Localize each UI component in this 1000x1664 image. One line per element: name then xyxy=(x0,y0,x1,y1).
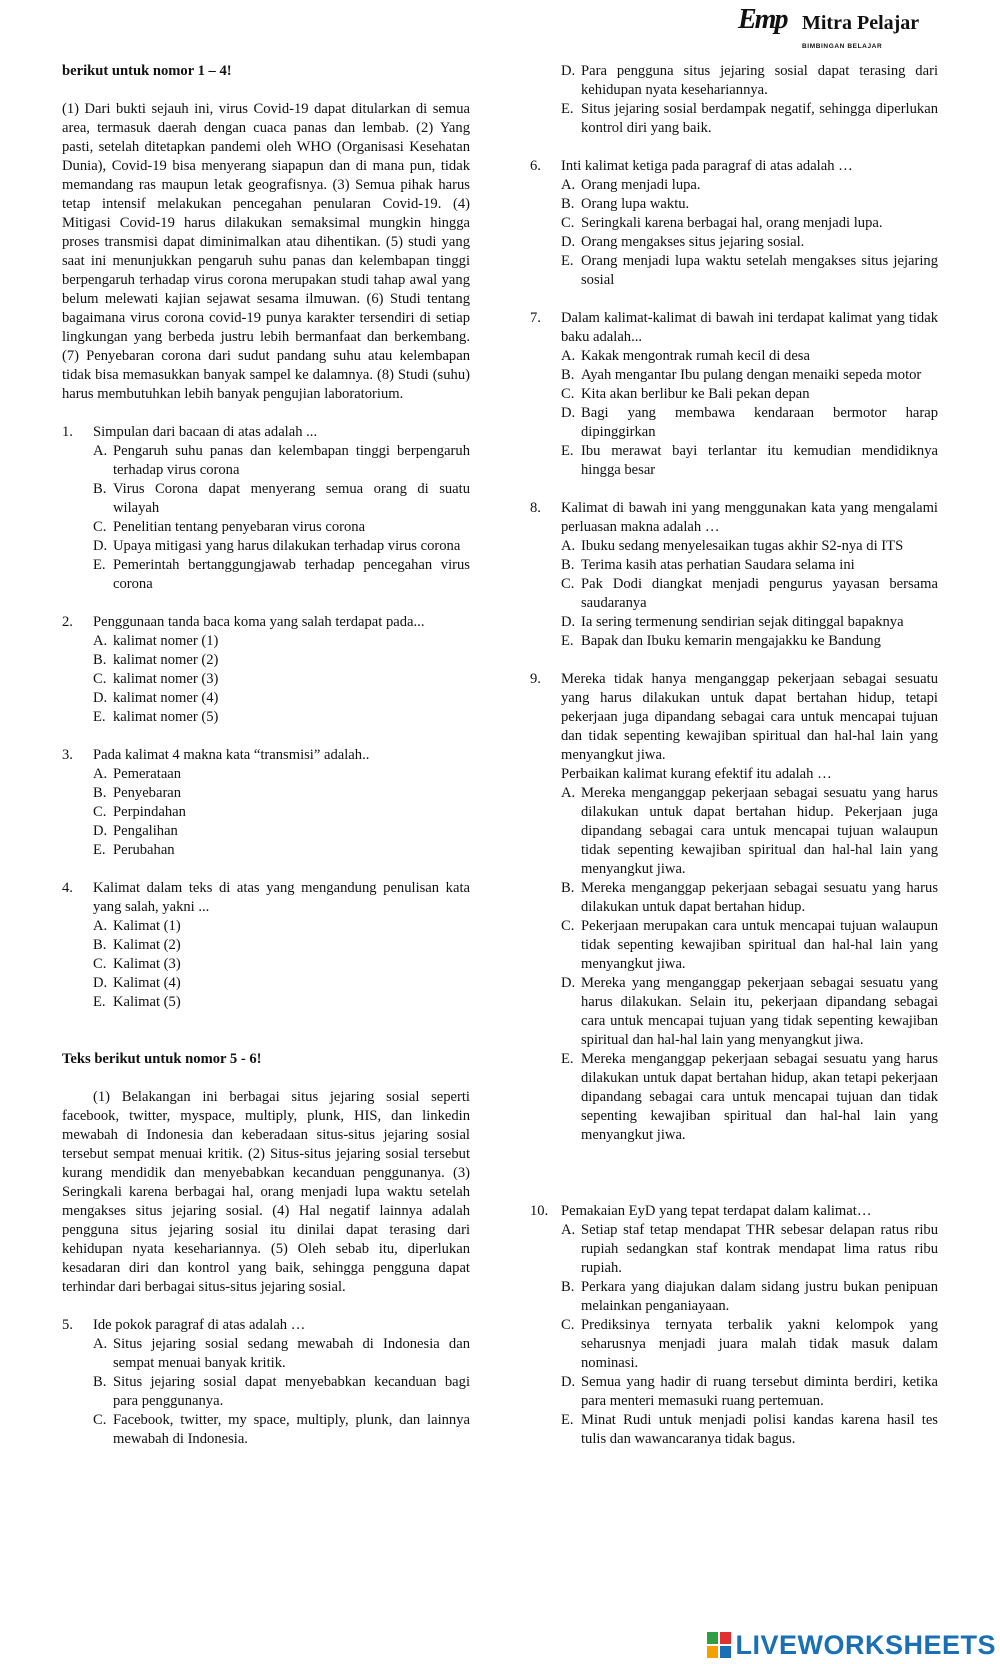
question-number: 9. xyxy=(530,671,541,687)
option-text: Kita akan berlibur ke Bali pekan depan xyxy=(581,386,810,402)
option-letter: B. xyxy=(93,1374,107,1390)
question-stem-row xyxy=(62,613,470,632)
option-text: Situs jejaring sosial berdampak negatif, sehingga diperlukan kontrol diri yang baik. xyxy=(581,101,938,136)
answer-option[interactable] xyxy=(561,252,938,290)
answer-option[interactable] xyxy=(93,670,470,689)
option-text: Minat Rudi untuk menjadi polisi kandas karena hasil tes tulis dan wawancaranya tidak bagus. xyxy=(581,1412,938,1447)
right-column xyxy=(530,62,938,1449)
question-3 xyxy=(62,746,470,860)
answer-option[interactable] xyxy=(561,404,938,442)
answer-option[interactable] xyxy=(561,385,938,404)
option-letter: B. xyxy=(93,652,107,668)
option-text: Mereka yang menganggap pekerjaan sebagai sesuatu yang harus dilakukan. Selain itu, pekerjaan dipandang sebagai cara untuk mencapai tujuan yang tidak sepenting kewajiban spiritual dan hal-hal lain yang menyangkut jiwa. xyxy=(581,975,938,1048)
option-text: Prediksinya ternyata terbalik yakni kelompok yang seharusnya menjadi juara malah tidak masuk dalam nominasi. xyxy=(581,1317,938,1371)
option-letter: A. xyxy=(93,1336,108,1352)
answer-option[interactable] xyxy=(561,1221,938,1278)
option-text: Situs jejaring sosial sedang mewabah di Indonesia dan sempat menuai banyak kritik. xyxy=(113,1336,470,1371)
answer-option[interactable] xyxy=(93,841,470,860)
option-text: Upaya mitigasi yang harus dilakukan terhadap virus corona xyxy=(113,538,461,554)
answer-option[interactable] xyxy=(561,1411,938,1449)
option-text: Mereka menganggap pekerjaan sebagai sesuatu yang harus dilakukan untuk dapat bertahan hidup. xyxy=(581,880,938,915)
option-text: Perpindahan xyxy=(113,804,186,820)
question-stem-row xyxy=(530,309,938,347)
answer-option[interactable] xyxy=(561,1278,938,1316)
option-text: Kalimat (5) xyxy=(113,994,181,1010)
option-text: Penelitian tentang penyebaran virus corona xyxy=(113,519,366,535)
footer-brand-text: LIVEWORKSHEETS xyxy=(735,1629,996,1660)
question-stem-row xyxy=(62,423,470,442)
answer-option[interactable] xyxy=(561,214,938,233)
option-letter: A. xyxy=(561,538,576,554)
liveworksheets-icon xyxy=(707,1632,731,1658)
question-number: 10. xyxy=(530,1203,549,1219)
option-text: Pengaruh suhu panas dan kelembapan tinggi berpengaruh terhadap virus corona xyxy=(113,443,470,478)
icon-square-3 xyxy=(707,1646,718,1658)
option-text: kalimat nomer (4) xyxy=(113,690,219,706)
question-10 xyxy=(530,1202,938,1449)
option-letter: D. xyxy=(561,1374,576,1390)
answer-option[interactable] xyxy=(561,1316,938,1373)
option-letter: C. xyxy=(561,918,575,934)
answer-option[interactable] xyxy=(93,518,470,537)
question-stem: Kalimat dalam teks di atas yang mengandung penulisan kata yang salah, yakni ... xyxy=(93,880,470,915)
answer-option[interactable] xyxy=(561,366,938,385)
option-letter: C. xyxy=(93,804,107,820)
answer-option[interactable] xyxy=(561,537,938,556)
option-text: Pemerataan xyxy=(113,766,182,782)
question-stem: Simpulan dari bacaan di atas adalah ... xyxy=(93,424,318,440)
question-number: 3. xyxy=(62,747,73,763)
option-text: Semua yang hadir di ruang tersebut diminta berdiri, ketika para menteri memasuki ruang pertemuan. xyxy=(581,1374,938,1409)
option-letter: A. xyxy=(561,177,576,193)
brand-logo xyxy=(738,4,938,50)
option-text: Ayah mengantar Ibu pulang dengan menaiki sepeda motor xyxy=(581,367,922,383)
option-letter: D. xyxy=(561,63,576,79)
question-9 xyxy=(530,670,938,1145)
answer-option[interactable] xyxy=(93,917,470,936)
question-8 xyxy=(530,499,938,651)
option-text: Orang lupa waktu. xyxy=(581,196,690,212)
option-letter: E. xyxy=(93,842,106,858)
answer-option[interactable] xyxy=(93,974,470,993)
option-text: Orang mengakses situs jejaring sosial. xyxy=(581,234,805,250)
option-letter: D. xyxy=(561,975,576,991)
answer-option[interactable] xyxy=(93,480,470,518)
question-stem: Pemakaian EyD yang tepat terdapat dalam kalimat… xyxy=(561,1203,872,1219)
option-letter: B. xyxy=(561,196,575,212)
option-letter: E. xyxy=(561,443,574,459)
answer-option[interactable] xyxy=(93,651,470,670)
option-text: Kakak mengontrak rumah kecil di desa xyxy=(581,348,810,364)
option-text: Kalimat (1) xyxy=(113,918,181,934)
answer-option[interactable] xyxy=(561,347,938,366)
option-letter: D. xyxy=(561,405,576,421)
option-letter: A. xyxy=(93,918,108,934)
option-letter: D. xyxy=(93,975,108,991)
option-letter: C. xyxy=(561,215,575,231)
question-stem: Penggunaan tanda baca koma yang salah terdapat pada... xyxy=(93,614,425,630)
question-stem: Kalimat di bawah ini yang menggunakan kata yang mengalami perluasan makna adalah … xyxy=(561,500,938,535)
answer-option[interactable] xyxy=(93,632,470,651)
answer-option[interactable] xyxy=(93,1373,470,1411)
answer-option[interactable] xyxy=(561,62,938,100)
option-letter: C. xyxy=(561,386,575,402)
option-letter: B. xyxy=(561,367,575,383)
option-letter: C. xyxy=(93,519,107,535)
answer-option[interactable] xyxy=(561,632,938,651)
option-text: Seringkali karena berbagai hal, orang menjadi lupa. xyxy=(581,215,883,231)
question-number: 1. xyxy=(62,424,73,440)
option-letter: D. xyxy=(561,614,576,630)
option-text: Pemerintah bertanggungjawab terhadap pencegahan virus corona xyxy=(113,557,470,592)
footer-brand xyxy=(707,1628,996,1662)
option-text: Kalimat (3) xyxy=(113,956,181,972)
option-letter: C. xyxy=(93,956,107,972)
option-text: Pak Dodi diangkat menjadi pengurus yayasan bersama saudaranya xyxy=(581,576,938,611)
option-letter: A. xyxy=(93,443,108,459)
icon-square-2 xyxy=(720,1632,731,1644)
question-5 xyxy=(62,1316,470,1449)
option-letter: E. xyxy=(93,994,106,1010)
option-text: Ia sering termenung sendirian sejak ditinggal bapaknya xyxy=(581,614,904,630)
question-6 xyxy=(530,157,938,290)
option-text: Ibuku sedang menyelesaikan tugas akhir S2-nya di ITS xyxy=(581,538,904,554)
answer-option[interactable] xyxy=(561,442,938,480)
question-number: 2. xyxy=(62,614,73,630)
question-number: 6. xyxy=(530,158,541,174)
option-letter: E. xyxy=(561,1051,574,1067)
question-stem-row xyxy=(530,1202,938,1221)
option-letter: C. xyxy=(561,1317,575,1333)
answer-option[interactable] xyxy=(561,974,938,1050)
section1-heading: berikut untuk nomor 1 – 4! xyxy=(62,63,232,79)
option-letter: E. xyxy=(561,1412,574,1428)
option-text: Setiap staf tetap mendapat THR sebesar delapan ratus ribu rupiah sedangkan staf kontrak mendapat lima ratus ribu rupiah. xyxy=(581,1222,938,1276)
question-stem-row xyxy=(530,670,938,765)
answer-option[interactable] xyxy=(561,784,938,879)
option-letter: A. xyxy=(561,348,576,364)
option-letter: B. xyxy=(561,880,575,896)
option-text: Mereka menganggap pekerjaan sebagai sesuatu yang harus dilakukan untuk dapat bertahan hidup, akan tetapi pekerjaan dipandang sebagai cara untuk mencapai tujuan dan tidak sepenting kewajiban spiritual dan hal-hal lain yang menyangkut jiwa. xyxy=(581,1051,938,1143)
option-letter: D. xyxy=(93,538,108,554)
option-letter: A. xyxy=(93,633,108,649)
option-letter: A. xyxy=(561,1222,576,1238)
brand-name: Mitra Pelajar xyxy=(802,12,920,34)
option-text: Terima kasih atas perhatian Saudara selama ini xyxy=(581,557,855,573)
answer-option[interactable] xyxy=(93,1411,470,1449)
answer-option[interactable] xyxy=(561,1050,938,1145)
icon-square-4 xyxy=(720,1646,731,1658)
left-column xyxy=(62,62,470,1449)
question-stem: Pada kalimat 4 makna kata “transmisi” adalah.. xyxy=(93,747,370,763)
option-text: Perubahan xyxy=(113,842,175,858)
option-text: kalimat nomer (2) xyxy=(113,652,219,668)
answer-option[interactable] xyxy=(93,556,470,594)
answer-option[interactable] xyxy=(93,784,470,803)
option-letter: B. xyxy=(93,785,107,801)
option-text: Perkara yang diajukan dalam sidang justru bukan penipuan melainkan penganiayaan. xyxy=(581,1279,938,1314)
option-letter: B. xyxy=(561,1279,575,1295)
option-letter: C. xyxy=(93,1412,107,1428)
answer-option[interactable] xyxy=(93,537,470,556)
option-text: kalimat nomer (3) xyxy=(113,671,219,687)
option-letter: E. xyxy=(561,633,574,649)
option-letter: A. xyxy=(561,785,576,801)
option-text: Bagi yang membawa kendaraan bermotor harap dipinggirkan xyxy=(581,405,938,440)
section1-passage: (1) Dari bukti sejauh ini, virus Covid-19 dapat ditularkan di semua area, termasuk daerah dengan cuaca panas dan lembab. (2) Yang pasti, setelah ditetapkan pandemi oleh WHO (Organisasi Kesehatan Dunia), Covid-19 bisa menyerang siapapun dan di mana pun, tidak memandang ras maupun letak geografisnya. (3) Semua pihak harus tetap intensif melakukan pencegahan penularan Covid-19. (4) Mitigasi Covid-19 harus dilakukan semaksimal mungkin hingga proses transmisi dapat diminimalkan atau dihentikan. (5) studi yang saat ini menunjukkan pengaruh suhu panas dan kelembapan tinggi berpengaruh terhadap virus corona merupakan studi tahap awal yang belum melewati kajian sejawat sesama ilmuwan. (6) Studi tentang bagaimana virus corona covid-19 punya karakter tersendiri di setiap lingkungan yang berbeda justru lebih bermanfaat dan berkembang. (7) Penyebaran corona dari sudut pandang suhu atau kelembapan tidak bisa memasukkan banyak sampel ke dalamnya. (8) Studi (suhu) harus membutuhkan lebih banyak pengujian laboratorium. xyxy=(62,101,470,402)
question-stem: Ide pokok paragraf di atas adalah … xyxy=(93,1317,306,1333)
answer-option[interactable] xyxy=(93,1335,470,1373)
option-text: Kalimat (4) xyxy=(113,975,181,991)
answer-option[interactable] xyxy=(93,765,470,784)
answer-option[interactable] xyxy=(561,1373,938,1411)
answer-option[interactable] xyxy=(561,879,938,917)
answer-option[interactable] xyxy=(561,195,938,214)
question-2 xyxy=(62,613,470,727)
option-text: Penyebaran xyxy=(113,785,182,801)
answer-option[interactable] xyxy=(93,955,470,974)
question-stem-row xyxy=(62,879,470,917)
brand-tagline: BIMBINGAN BELAJAR xyxy=(802,43,883,50)
question-stem-row xyxy=(62,1316,470,1335)
option-text: Ibu merawat bayi terlantar itu kemudian mendidiknya hingga besar xyxy=(581,443,938,478)
answer-option[interactable] xyxy=(93,803,470,822)
answer-option[interactable] xyxy=(93,993,470,1012)
question-4 xyxy=(62,879,470,1012)
option-letter: E. xyxy=(93,709,106,725)
option-text: Orang menjadi lupa. xyxy=(581,177,701,193)
option-text: kalimat nomer (1) xyxy=(113,633,219,649)
option-text: Situs jejaring sosial dapat menyebabkan kecanduan bagi para penggunanya. xyxy=(113,1374,470,1409)
option-text: kalimat nomer (5) xyxy=(113,709,219,725)
question-number: 5. xyxy=(62,1317,73,1333)
answer-option[interactable] xyxy=(93,936,470,955)
option-letter: D. xyxy=(93,690,108,706)
option-letter: D. xyxy=(93,823,108,839)
question-number: 4. xyxy=(62,880,73,896)
option-text: Bapak dan Ibuku kemarin mengajakku ke Bandung xyxy=(581,633,881,649)
answer-option[interactable] xyxy=(561,556,938,575)
answer-option[interactable] xyxy=(93,689,470,708)
option-letter: C. xyxy=(561,576,575,592)
answer-option[interactable] xyxy=(93,442,470,480)
section2-heading: Teks berikut untuk nomor 5 - 6! xyxy=(62,1051,262,1067)
answer-option[interactable] xyxy=(561,917,938,974)
option-text: Kalimat (2) xyxy=(113,937,181,953)
answer-option[interactable] xyxy=(561,100,938,138)
question-stem-row xyxy=(530,157,938,176)
brand-mark: Emp xyxy=(738,4,787,35)
option-text: Facebook, twitter, my space, multiply, plunk, dan lainnya mewabah di Indonesia. xyxy=(113,1412,470,1447)
option-text: Virus Corona dapat menyerang semua orang di suatu wilayah xyxy=(113,481,470,516)
option-text: Para pengguna situs jejaring sosial dapat terasing dari kehidupan nyata kesehariannya. xyxy=(581,63,938,98)
answer-option[interactable] xyxy=(561,575,938,613)
answer-option[interactable] xyxy=(93,708,470,727)
option-letter: B. xyxy=(93,481,107,497)
icon-square-1 xyxy=(707,1632,718,1644)
section2-passage: (1) Belakangan ini berbagai situs jejaring sosial seperti facebook, twitter, myspace, multiply, plunk, HIS, dan linkedin mewabah di Indonesia dan keberadaan situs-situs jejaring sosial tersebut sempat menuai kritik. (2) Situs-situs jejaring sosial tersebut kurang mendidik dan menyebabkan kecanduan penggunanya. (3) Seringkali karena berbagai hal, orang menjadi lupa waktu setelah mengakses situs jejaring sosial. (4) Hal negatif lainnya adalah pengguna situs jejaring sosial itu dinilai dapat terasing dari kehidupan nyata kesehariannya. (5) Oleh sebab itu, diperlukan kesadaran diri dan kontrol yang baik, sehingga pengguna dapat terhindar dari berbagai situs-situs jejaring sosial. xyxy=(62,1089,470,1295)
question-stem: Inti kalimat ketiga pada paragraf di atas adalah … xyxy=(561,158,853,174)
question-number: 8. xyxy=(530,500,541,516)
option-text: Orang menjadi lupa waktu setelah mengakses situs jejaring sosial xyxy=(581,253,938,288)
question-stem-instruction: Perbaikan kalimat kurang efektif itu adalah … xyxy=(561,766,832,782)
option-letter: E. xyxy=(561,101,574,117)
question-1 xyxy=(62,423,470,594)
question-5-continued xyxy=(530,62,938,138)
question-stem: Dalam kalimat-kalimat di bawah ini terdapat kalimat yang tidak baku adalah... xyxy=(561,310,938,345)
question-stem-row xyxy=(62,746,470,765)
answer-option[interactable] xyxy=(561,613,938,632)
question-stem-row xyxy=(530,499,938,537)
option-letter: D. xyxy=(561,234,576,250)
option-letter: E. xyxy=(93,557,106,573)
answer-option[interactable] xyxy=(93,822,470,841)
question-stem: Mereka tidak hanya menganggap pekerjaan sebagai sesuatu yang harus dilakukan untuk dapat bertahan hidup, tetapi pekerjaan juga dipandang sebagai cara untuk mencapai tujuan dan tidak sepenting kewajiban spiritual dan hal-hal lain yang menyangkut jiwa. xyxy=(561,671,938,763)
answer-option[interactable] xyxy=(561,233,938,252)
question-7 xyxy=(530,309,938,480)
question-number: 7. xyxy=(530,310,541,326)
option-letter: C. xyxy=(93,671,107,687)
option-letter: B. xyxy=(93,937,107,953)
option-letter: B. xyxy=(561,557,575,573)
option-letter: A. xyxy=(93,766,108,782)
answer-option[interactable] xyxy=(561,176,938,195)
option-text: Pekerjaan merupakan cara untuk mencapai tujuan walaupun tidak sepenting kewajiban spiritual dan hal-hal lain yang menyangkut jiwa. xyxy=(581,918,938,972)
option-text: Mereka menganggap pekerjaan sebagai sesuatu yang harus dilakukan untuk dapat bertahan hidup. Pekerjaan juga dipandang sebagai cara untuk mencapai tujuan walaupun tidak sepenting kewajiban spiritual dan hal-hal lain yang menyangkut jiwa. xyxy=(581,785,938,877)
option-letter: E. xyxy=(561,253,574,269)
option-text: Pengalihan xyxy=(113,823,178,839)
